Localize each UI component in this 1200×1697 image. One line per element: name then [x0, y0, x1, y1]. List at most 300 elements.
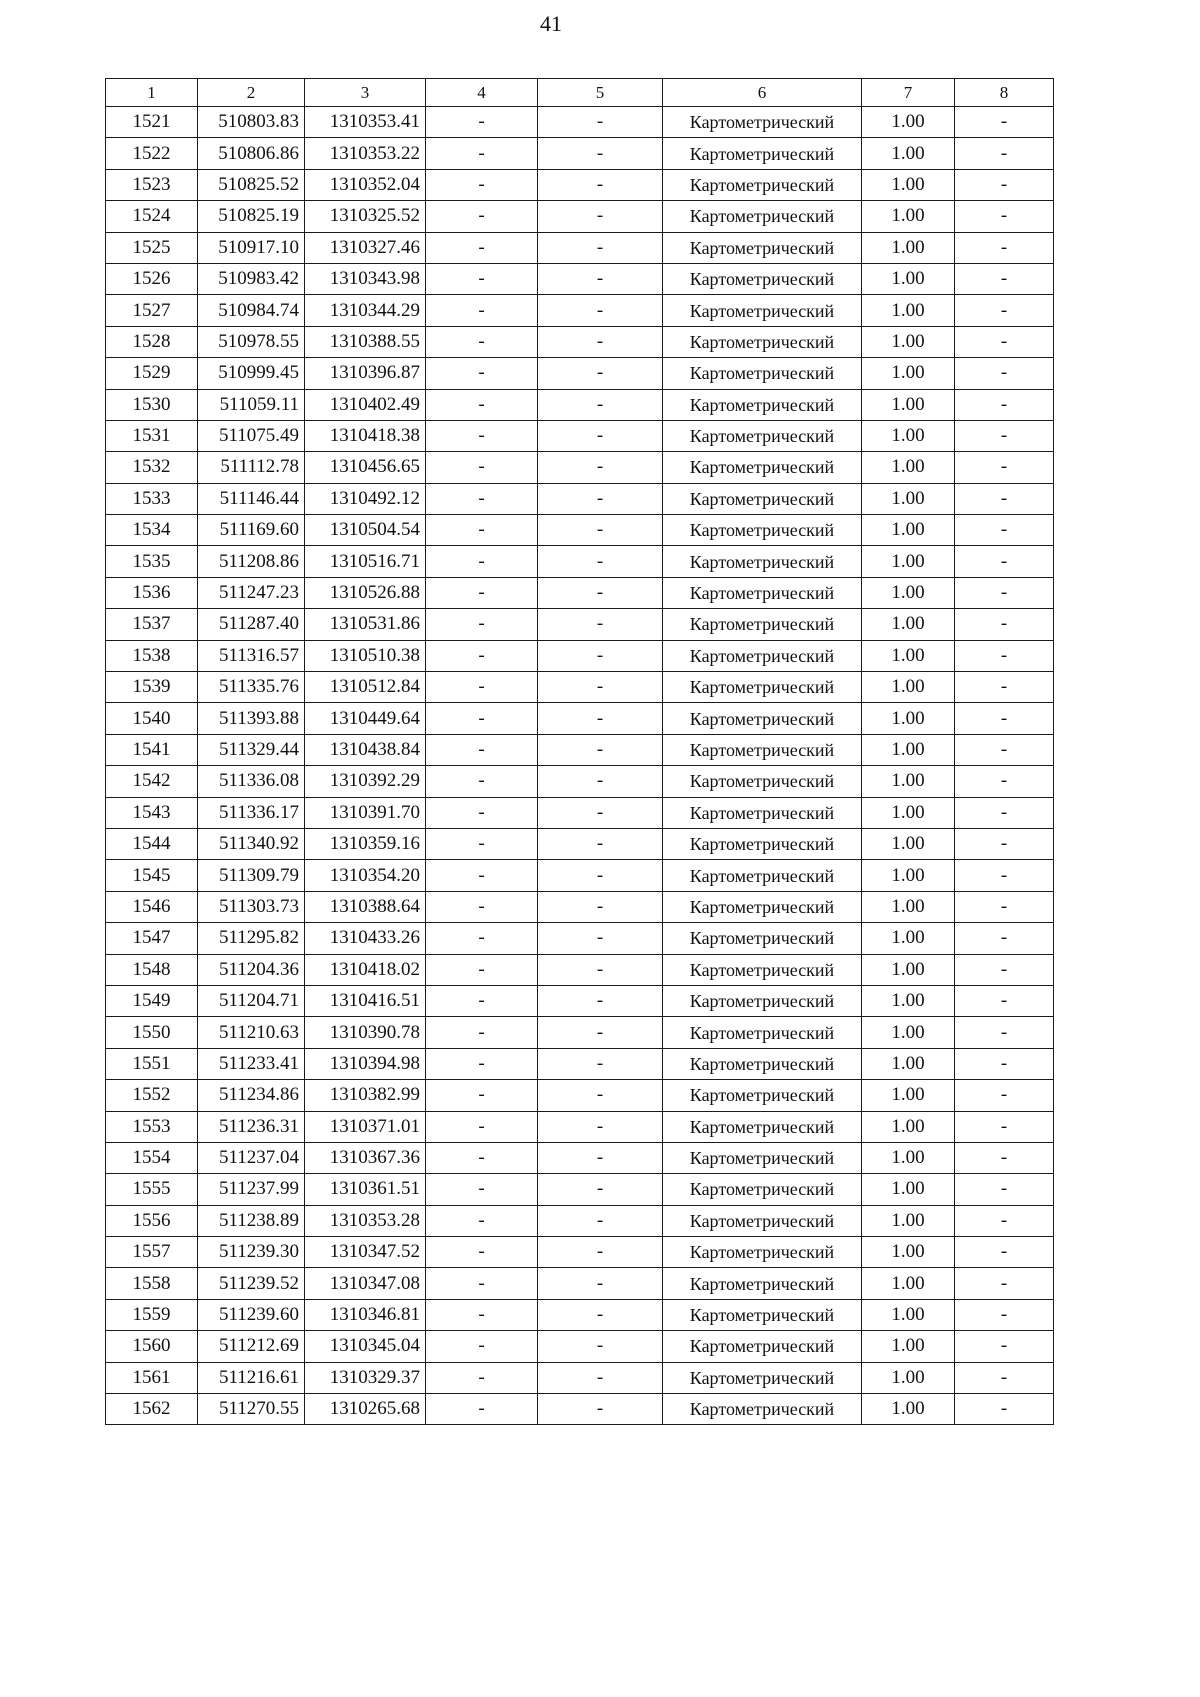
cell-accuracy: 1.00 [862, 766, 955, 797]
cell-point-number: 1537 [106, 609, 198, 640]
cell-accuracy: 1.00 [862, 452, 955, 483]
cell-coordinate-x: 511237.04 [198, 1142, 305, 1173]
cell-coordinate-y: 1310526.88 [305, 577, 426, 608]
cell-method: Картометрический [663, 1394, 862, 1425]
cell-column-4-value: - [426, 263, 538, 294]
cell-point-number: 1549 [106, 985, 198, 1016]
table-row [106, 577, 1054, 608]
cell-accuracy: 1.00 [862, 1299, 955, 1330]
table-row [106, 797, 1054, 828]
cell-point-number: 1525 [106, 232, 198, 263]
cell-coordinate-y: 1310347.08 [305, 1268, 426, 1299]
cell-column-8-value: - [955, 828, 1054, 859]
cell-accuracy: 1.00 [862, 1111, 955, 1142]
cell-column-4-value: - [426, 515, 538, 546]
cell-column-5-value: - [538, 263, 663, 294]
column-header: 8 [955, 79, 1054, 107]
cell-accuracy: 1.00 [862, 201, 955, 232]
cell-column-8-value: - [955, 577, 1054, 608]
cell-column-5-value: - [538, 766, 663, 797]
cell-method: Картометрический [663, 672, 862, 703]
cell-point-number: 1547 [106, 923, 198, 954]
cell-coordinate-x: 511247.23 [198, 577, 305, 608]
cell-coordinate-x: 511336.17 [198, 797, 305, 828]
cell-column-5-value: - [538, 860, 663, 891]
cell-column-4-value: - [426, 420, 538, 451]
cell-coordinate-x: 511208.86 [198, 546, 305, 577]
cell-coordinate-x: 511238.89 [198, 1205, 305, 1236]
cell-coordinate-y: 1310345.04 [305, 1331, 426, 1362]
cell-coordinate-x: 511212.69 [198, 1331, 305, 1362]
cell-coordinate-y: 1310353.22 [305, 138, 426, 169]
cell-method: Картометрический [663, 420, 862, 451]
cell-column-4-value: - [426, 985, 538, 1016]
cell-column-5-value: - [538, 295, 663, 326]
cell-accuracy: 1.00 [862, 138, 955, 169]
cell-coordinate-x: 511204.71 [198, 985, 305, 1016]
cell-column-4-value: - [426, 201, 538, 232]
cell-method: Картометрический [663, 1111, 862, 1142]
cell-column-5-value: - [538, 389, 663, 420]
cell-accuracy: 1.00 [862, 546, 955, 577]
cell-column-8-value: - [955, 1394, 1054, 1425]
table-row [106, 483, 1054, 514]
cell-coordinate-x: 511393.88 [198, 703, 305, 734]
cell-accuracy: 1.00 [862, 891, 955, 922]
table-header [106, 79, 1054, 107]
cell-column-5-value: - [538, 1142, 663, 1173]
cell-column-8-value: - [955, 263, 1054, 294]
cell-column-4-value: - [426, 1237, 538, 1268]
cell-method: Картометрический [663, 1174, 862, 1205]
cell-coordinate-y: 1310359.16 [305, 828, 426, 859]
cell-coordinate-y: 1310388.55 [305, 326, 426, 357]
cell-coordinate-y: 1310353.28 [305, 1205, 426, 1236]
cell-column-4-value: - [426, 389, 538, 420]
cell-coordinate-y: 1310504.54 [305, 515, 426, 546]
cell-column-4-value: - [426, 891, 538, 922]
cell-coordinate-y: 1310456.65 [305, 452, 426, 483]
cell-method: Картометрический [663, 515, 862, 546]
cell-method: Картометрический [663, 891, 862, 922]
header-row [106, 79, 1054, 107]
cell-method: Картометрический [663, 1331, 862, 1362]
table-row [106, 169, 1054, 200]
cell-coordinate-y: 1310343.98 [305, 263, 426, 294]
cell-column-8-value: - [955, 389, 1054, 420]
cell-point-number: 1523 [106, 169, 198, 200]
cell-coordinate-x: 510983.42 [198, 263, 305, 294]
cell-coordinate-y: 1310438.84 [305, 734, 426, 765]
cell-column-5-value: - [538, 420, 663, 451]
cell-column-8-value: - [955, 954, 1054, 985]
cell-point-number: 1529 [106, 358, 198, 389]
cell-point-number: 1546 [106, 891, 198, 922]
cell-point-number: 1538 [106, 640, 198, 671]
cell-point-number: 1560 [106, 1331, 198, 1362]
cell-coordinate-y: 1310510.38 [305, 640, 426, 671]
cell-point-number: 1562 [106, 1394, 198, 1425]
cell-column-4-value: - [426, 954, 538, 985]
cell-coordinate-x: 511270.55 [198, 1394, 305, 1425]
cell-point-number: 1539 [106, 672, 198, 703]
table-row [106, 640, 1054, 671]
cell-method: Картометрический [663, 1142, 862, 1173]
cell-coordinate-y: 1310361.51 [305, 1174, 426, 1205]
table-row [106, 734, 1054, 765]
cell-method: Картометрический [663, 860, 862, 891]
cell-point-number: 1545 [106, 860, 198, 891]
cell-column-5-value: - [538, 1017, 663, 1048]
cell-coordinate-x: 511204.36 [198, 954, 305, 985]
cell-accuracy: 1.00 [862, 609, 955, 640]
cell-accuracy: 1.00 [862, 985, 955, 1016]
cell-point-number: 1559 [106, 1299, 198, 1330]
cell-column-5-value: - [538, 1268, 663, 1299]
table-row [106, 1331, 1054, 1362]
cell-accuracy: 1.00 [862, 1174, 955, 1205]
table-row [106, 358, 1054, 389]
cell-point-number: 1535 [106, 546, 198, 577]
cell-coordinate-x: 510984.74 [198, 295, 305, 326]
column-header: 6 [663, 79, 862, 107]
cell-method: Картометрический [663, 452, 862, 483]
cell-column-8-value: - [955, 1048, 1054, 1079]
table-row [106, 1299, 1054, 1330]
table-row [106, 766, 1054, 797]
cell-coordinate-y: 1310352.04 [305, 169, 426, 200]
cell-column-5-value: - [538, 201, 663, 232]
cell-point-number: 1557 [106, 1237, 198, 1268]
cell-coordinate-y: 1310418.02 [305, 954, 426, 985]
cell-column-4-value: - [426, 1111, 538, 1142]
cell-method: Картометрический [663, 828, 862, 859]
cell-accuracy: 1.00 [862, 577, 955, 608]
cell-coordinate-x: 511340.92 [198, 828, 305, 859]
column-header: 3 [305, 79, 426, 107]
cell-column-4-value: - [426, 1080, 538, 1111]
cell-coordinate-x: 511303.73 [198, 891, 305, 922]
cell-method: Картометрический [663, 577, 862, 608]
cell-column-5-value: - [538, 169, 663, 200]
cell-coordinate-y: 1310391.70 [305, 797, 426, 828]
cell-coordinate-y: 1310516.71 [305, 546, 426, 577]
coordinates-table [105, 78, 1054, 1425]
cell-coordinate-x: 511112.78 [198, 452, 305, 483]
cell-point-number: 1534 [106, 515, 198, 546]
cell-column-5-value: - [538, 672, 663, 703]
cell-column-4-value: - [426, 1142, 538, 1173]
cell-column-8-value: - [955, 640, 1054, 671]
cell-column-4-value: - [426, 672, 538, 703]
cell-column-5-value: - [538, 640, 663, 671]
cell-accuracy: 1.00 [862, 734, 955, 765]
cell-method: Картометрический [663, 1017, 862, 1048]
cell-coordinate-y: 1310353.41 [305, 107, 426, 138]
cell-coordinate-y: 1310346.81 [305, 1299, 426, 1330]
table-row [106, 295, 1054, 326]
cell-point-number: 1541 [106, 734, 198, 765]
table-row [106, 420, 1054, 451]
cell-column-4-value: - [426, 828, 538, 859]
cell-column-8-value: - [955, 609, 1054, 640]
cell-coordinate-y: 1310394.98 [305, 1048, 426, 1079]
cell-method: Картометрический [663, 985, 862, 1016]
cell-method: Картометрический [663, 609, 862, 640]
cell-method: Картометрический [663, 1080, 862, 1111]
cell-column-8-value: - [955, 452, 1054, 483]
cell-column-4-value: - [426, 1205, 538, 1236]
cell-point-number: 1550 [106, 1017, 198, 1048]
table-row [106, 985, 1054, 1016]
cell-column-5-value: - [538, 1080, 663, 1111]
cell-column-8-value: - [955, 107, 1054, 138]
table-row [106, 954, 1054, 985]
cell-accuracy: 1.00 [862, 1394, 955, 1425]
cell-point-number: 1561 [106, 1362, 198, 1393]
cell-point-number: 1558 [106, 1268, 198, 1299]
cell-coordinate-x: 511236.31 [198, 1111, 305, 1142]
cell-column-8-value: - [955, 483, 1054, 514]
cell-method: Картометрический [663, 1205, 862, 1236]
cell-coordinate-x: 511146.44 [198, 483, 305, 514]
cell-column-5-value: - [538, 1299, 663, 1330]
cell-coordinate-y: 1310325.52 [305, 201, 426, 232]
cell-column-8-value: - [955, 703, 1054, 734]
cell-column-8-value: - [955, 232, 1054, 263]
cell-column-8-value: - [955, 295, 1054, 326]
table-row [106, 828, 1054, 859]
cell-column-8-value: - [955, 1017, 1054, 1048]
table-row [106, 1268, 1054, 1299]
cell-column-4-value: - [426, 232, 538, 263]
cell-column-4-value: - [426, 1299, 538, 1330]
table-row [106, 891, 1054, 922]
cell-coordinate-y: 1310344.29 [305, 295, 426, 326]
cell-column-5-value: - [538, 734, 663, 765]
table-row [106, 1237, 1054, 1268]
table-row [106, 1142, 1054, 1173]
cell-method: Картометрический [663, 640, 862, 671]
cell-accuracy: 1.00 [862, 107, 955, 138]
cell-column-5-value: - [538, 1331, 663, 1362]
column-header: 1 [106, 79, 198, 107]
cell-column-4-value: - [426, 734, 538, 765]
cell-point-number: 1533 [106, 483, 198, 514]
cell-method: Картометрический [663, 1048, 862, 1079]
cell-coordinate-y: 1310329.37 [305, 1362, 426, 1393]
cell-column-4-value: - [426, 1174, 538, 1205]
cell-column-5-value: - [538, 1394, 663, 1425]
cell-column-5-value: - [538, 1205, 663, 1236]
cell-column-5-value: - [538, 828, 663, 859]
table-row [106, 1205, 1054, 1236]
cell-method: Картометрический [663, 797, 862, 828]
cell-point-number: 1528 [106, 326, 198, 357]
cell-coordinate-y: 1310402.49 [305, 389, 426, 420]
cell-method: Картометрический [663, 358, 862, 389]
table-row [106, 201, 1054, 232]
cell-point-number: 1553 [106, 1111, 198, 1142]
table-row [106, 923, 1054, 954]
cell-column-5-value: - [538, 452, 663, 483]
cell-column-8-value: - [955, 1362, 1054, 1393]
cell-method: Картометрический [663, 923, 862, 954]
cell-column-8-value: - [955, 1299, 1054, 1330]
cell-accuracy: 1.00 [862, 420, 955, 451]
cell-coordinate-x: 510803.83 [198, 107, 305, 138]
cell-point-number: 1542 [106, 766, 198, 797]
cell-coordinate-x: 511239.52 [198, 1268, 305, 1299]
cell-coordinate-x: 511233.41 [198, 1048, 305, 1079]
cell-column-4-value: - [426, 138, 538, 169]
cell-point-number: 1548 [106, 954, 198, 985]
cell-column-4-value: - [426, 326, 538, 357]
cell-coordinate-x: 510825.52 [198, 169, 305, 200]
table-row [106, 515, 1054, 546]
cell-column-8-value: - [955, 546, 1054, 577]
cell-coordinate-x: 511336.08 [198, 766, 305, 797]
cell-coordinate-x: 511287.40 [198, 609, 305, 640]
cell-method: Картометрический [663, 1268, 862, 1299]
cell-column-8-value: - [955, 1331, 1054, 1362]
cell-point-number: 1555 [106, 1174, 198, 1205]
cell-coordinate-x: 511295.82 [198, 923, 305, 954]
cell-accuracy: 1.00 [862, 640, 955, 671]
cell-column-4-value: - [426, 1048, 538, 1079]
cell-column-5-value: - [538, 1174, 663, 1205]
cell-column-4-value: - [426, 860, 538, 891]
cell-accuracy: 1.00 [862, 295, 955, 326]
table-row [106, 326, 1054, 357]
cell-accuracy: 1.00 [862, 828, 955, 859]
cell-coordinate-x: 511075.49 [198, 420, 305, 451]
cell-column-8-value: - [955, 326, 1054, 357]
cell-coordinate-y: 1310392.29 [305, 766, 426, 797]
cell-coordinate-x: 511239.60 [198, 1299, 305, 1330]
cell-accuracy: 1.00 [862, 860, 955, 891]
cell-accuracy: 1.00 [862, 1237, 955, 1268]
cell-coordinate-x: 511169.60 [198, 515, 305, 546]
cell-column-8-value: - [955, 515, 1054, 546]
cell-column-8-value: - [955, 1237, 1054, 1268]
cell-accuracy: 1.00 [862, 1017, 955, 1048]
cell-column-8-value: - [955, 138, 1054, 169]
cell-column-8-value: - [955, 1268, 1054, 1299]
cell-accuracy: 1.00 [862, 515, 955, 546]
cell-column-4-value: - [426, 107, 538, 138]
cell-column-8-value: - [955, 201, 1054, 232]
cell-column-4-value: - [426, 1331, 538, 1362]
cell-point-number: 1530 [106, 389, 198, 420]
cell-accuracy: 1.00 [862, 232, 955, 263]
cell-column-4-value: - [426, 169, 538, 200]
cell-method: Картометрический [663, 734, 862, 765]
cell-coordinate-y: 1310371.01 [305, 1111, 426, 1142]
cell-accuracy: 1.00 [862, 954, 955, 985]
cell-coordinate-y: 1310327.46 [305, 232, 426, 263]
table-row [106, 672, 1054, 703]
table-row [106, 107, 1054, 138]
cell-coordinate-x: 511210.63 [198, 1017, 305, 1048]
cell-coordinate-y: 1310367.36 [305, 1142, 426, 1173]
table-row [106, 138, 1054, 169]
cell-point-number: 1544 [106, 828, 198, 859]
cell-coordinate-x: 511234.86 [198, 1080, 305, 1111]
table-row [106, 263, 1054, 294]
table-row [106, 1174, 1054, 1205]
cell-column-4-value: - [426, 1017, 538, 1048]
cell-point-number: 1527 [106, 295, 198, 326]
cell-column-5-value: - [538, 703, 663, 734]
table-row [106, 452, 1054, 483]
cell-point-number: 1522 [106, 138, 198, 169]
cell-point-number: 1556 [106, 1205, 198, 1236]
table-row [106, 1394, 1054, 1425]
table-row [106, 1111, 1054, 1142]
cell-accuracy: 1.00 [862, 389, 955, 420]
cell-column-5-value: - [538, 107, 663, 138]
table-body [106, 107, 1054, 1425]
cell-coordinate-x: 511239.30 [198, 1237, 305, 1268]
column-header: 7 [862, 79, 955, 107]
cell-coordinate-x: 511237.99 [198, 1174, 305, 1205]
cell-coordinate-x: 511335.76 [198, 672, 305, 703]
cell-column-8-value: - [955, 358, 1054, 389]
cell-point-number: 1521 [106, 107, 198, 138]
cell-column-4-value: - [426, 1362, 538, 1393]
cell-column-4-value: - [426, 609, 538, 640]
cell-coordinate-y: 1310347.52 [305, 1237, 426, 1268]
cell-point-number: 1531 [106, 420, 198, 451]
table-row [106, 609, 1054, 640]
cell-method: Картометрический [663, 766, 862, 797]
cell-column-5-value: - [538, 577, 663, 608]
cell-method: Картометрический [663, 954, 862, 985]
cell-method: Картометрический [663, 389, 862, 420]
cell-column-5-value: - [538, 138, 663, 169]
cell-coordinate-y: 1310433.26 [305, 923, 426, 954]
cell-column-5-value: - [538, 232, 663, 263]
cell-method: Картометрический [663, 1237, 862, 1268]
cell-column-5-value: - [538, 1048, 663, 1079]
cell-accuracy: 1.00 [862, 1048, 955, 1079]
cell-coordinate-x: 510978.55 [198, 326, 305, 357]
cell-accuracy: 1.00 [862, 1331, 955, 1362]
cell-column-8-value: - [955, 797, 1054, 828]
cell-accuracy: 1.00 [862, 169, 955, 200]
cell-column-8-value: - [955, 734, 1054, 765]
cell-method: Картометрический [663, 138, 862, 169]
cell-coordinate-y: 1310531.86 [305, 609, 426, 640]
cell-method: Картометрический [663, 201, 862, 232]
cell-column-5-value: - [538, 1362, 663, 1393]
cell-accuracy: 1.00 [862, 1205, 955, 1236]
cell-accuracy: 1.00 [862, 1142, 955, 1173]
cell-coordinate-x: 511316.57 [198, 640, 305, 671]
cell-column-4-value: - [426, 452, 538, 483]
cell-coordinate-y: 1310382.99 [305, 1080, 426, 1111]
cell-column-8-value: - [955, 1142, 1054, 1173]
cell-accuracy: 1.00 [862, 483, 955, 514]
cell-column-5-value: - [538, 797, 663, 828]
cell-accuracy: 1.00 [862, 358, 955, 389]
column-header: 5 [538, 79, 663, 107]
cell-column-8-value: - [955, 1111, 1054, 1142]
table-row [106, 1017, 1054, 1048]
cell-coordinate-y: 1310354.20 [305, 860, 426, 891]
cell-point-number: 1543 [106, 797, 198, 828]
